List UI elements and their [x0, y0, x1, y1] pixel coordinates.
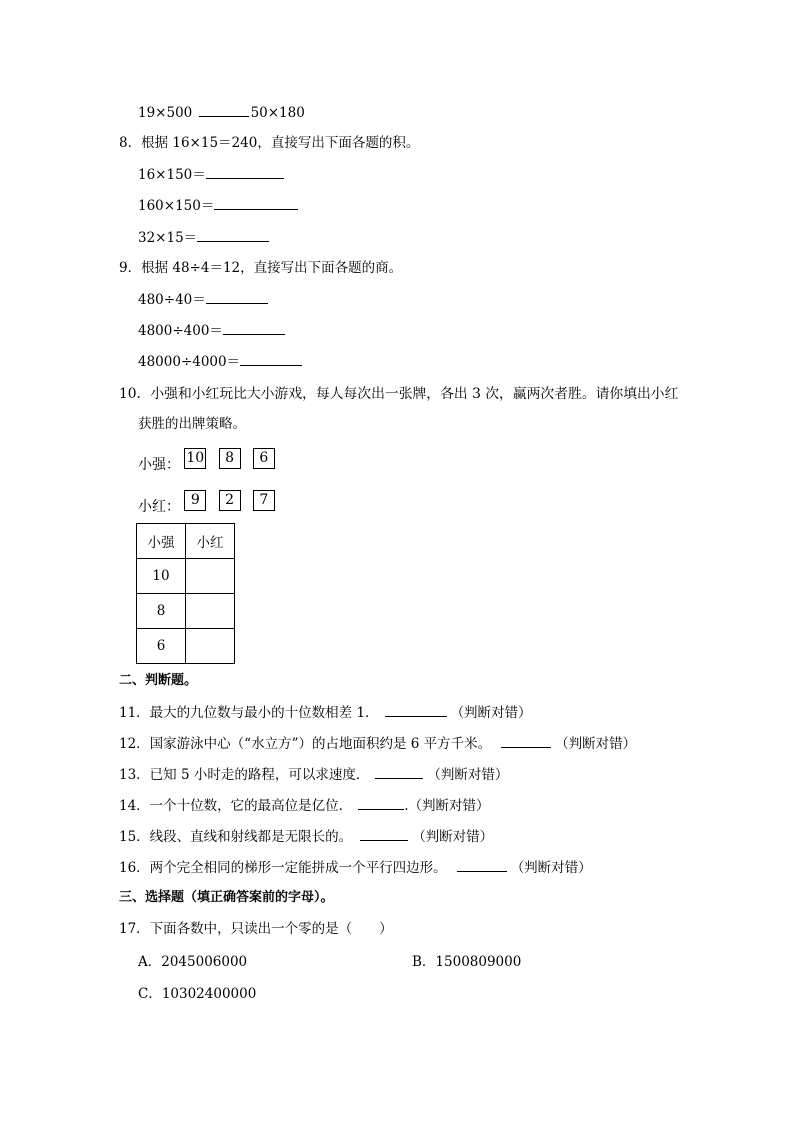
tf-item-13-text: 13．已知 5 小时走的路程，可以求速度．: [119, 767, 370, 783]
tf-item-16-blank[interactable]: [457, 858, 507, 872]
q7-right-expr: 50×180: [250, 105, 305, 121]
q7-left-expr: 19×500: [138, 105, 193, 121]
q8-item-2-blank[interactable]: [214, 196, 298, 210]
q17-option-a[interactable]: A．2045006000: [138, 954, 248, 970]
table-header-xiaohong: 小红: [186, 524, 235, 559]
tf-item-13: [119, 765, 508, 784]
q17-option-b[interactable]: B．1500809000: [412, 954, 522, 970]
tf-item-16-text: 16．两个完全相同的梯形一定能拼成一个平行四边形。: [119, 860, 447, 876]
xiaohong-card-1: 9: [184, 490, 206, 511]
table-row: [137, 594, 235, 629]
tf-item-15-blank[interactable]: [360, 827, 408, 841]
q8-item-1-blank[interactable]: [206, 165, 284, 179]
q8-item-1-expr: 16×150＝: [138, 167, 206, 183]
q9-item-1: [138, 290, 268, 309]
q8-item-3-blank[interactable]: [197, 228, 269, 242]
q7-answer-blank[interactable]: [199, 103, 249, 117]
q8-item-3: [138, 228, 269, 247]
tf-item-11: [119, 703, 532, 722]
table-cell-xiaohong-answer[interactable]: [186, 594, 235, 629]
q7-compare-line: [138, 103, 305, 122]
q9-item-3-expr: 48000÷4000＝: [138, 354, 241, 370]
q10-stem-line-1: 10．小强和小红玩比大小游戏，每人每次出一张牌，各出 3 次，赢两次者胜。请你填出小红: [119, 386, 679, 402]
tf-item-15-suffix: （判断对错）: [412, 829, 494, 845]
q8-stem: 8．根据 16×15＝240，直接写出下面各题的积。: [119, 135, 420, 151]
tf-item-15: [119, 827, 493, 846]
tf-item-14-text: 14．一个十位数，它的最高位是亿位．: [119, 798, 353, 814]
q9-stem: 9．根据 48÷4＝12，直接写出下面各题的商。: [119, 260, 403, 276]
q9-item-3-blank[interactable]: [240, 352, 302, 366]
tf-item-13-suffix: （判断对错）: [427, 767, 509, 783]
q9-item-1-expr: 480÷40＝: [138, 292, 206, 308]
tf-item-14-suffix: .（判断对错）: [404, 798, 490, 814]
q8-item-1: [138, 165, 284, 184]
table-cell-xiaoqiang: 10: [137, 559, 186, 594]
table-cell-xiaoqiang: 6: [137, 629, 186, 664]
tf-item-12: [119, 734, 636, 753]
xiaoqiang-card-3: 6: [253, 448, 275, 469]
q9-item-1-blank[interactable]: [206, 290, 268, 304]
q17-option-c[interactable]: C．10302400000: [138, 986, 257, 1002]
section-3-title: 三、选择题（填正确答案前的字母）。: [119, 890, 334, 905]
tf-item-12-text: 12．国家游泳中心（“水立方”）的占地面积约是 6 平方千米。: [119, 736, 492, 752]
q8-item-2-expr: 160×150＝: [138, 198, 215, 214]
q9-item-3: [138, 352, 302, 371]
tf-item-15-text: 15．线段、直线和射线都是无限长的。: [119, 829, 353, 845]
xiaoqiang-cards-row: [138, 447, 283, 473]
tf-item-12-suffix: （判断对错）: [555, 736, 637, 752]
q17-stem: 17．下面各数中，只读出一个零的是（ ）: [119, 921, 393, 937]
xiaohong-card-2: 2: [219, 490, 241, 511]
table-cell-xiaoqiang: 8: [137, 594, 186, 629]
tf-item-11-text: 11．最大的九位数与最小的十位数相差 1．: [119, 705, 379, 721]
xiaohong-cards-row: [138, 489, 283, 515]
tf-item-11-suffix: （判断对错）: [450, 705, 532, 721]
tf-item-16: [119, 858, 592, 877]
table-row: [137, 629, 235, 664]
q9-item-2-blank[interactable]: [223, 321, 285, 335]
table-cell-xiaohong-answer[interactable]: [186, 559, 235, 594]
table-header-xiaoqiang: 小强: [137, 524, 186, 559]
tf-item-13-blank[interactable]: [375, 765, 423, 779]
tf-item-14-blank[interactable]: [358, 796, 404, 810]
q8-item-3-expr: 32×15＝: [138, 230, 198, 246]
tf-item-16-suffix: （判断对错）: [510, 860, 592, 876]
q9-item-2-expr: 4800÷400＝: [138, 323, 223, 339]
xiaohong-label: 小红：: [138, 498, 180, 515]
q9-item-2: [138, 321, 285, 340]
xiaohong-card-3: 7: [253, 490, 275, 511]
tf-item-12-blank[interactable]: [501, 734, 551, 748]
xiaoqiang-card-1: 10: [184, 448, 206, 469]
strategy-table: [136, 523, 235, 664]
q8-item-2: [138, 196, 298, 215]
xiaoqiang-card-2: 8: [219, 448, 241, 469]
xiaoqiang-label: 小强：: [138, 456, 180, 473]
q10-stem-line-2: 获胜的出牌策略。: [138, 416, 246, 432]
tf-item-14: [119, 796, 489, 815]
table-header-row: [137, 524, 235, 559]
tf-item-11-blank[interactable]: [385, 703, 447, 717]
table-row: [137, 559, 235, 594]
section-2-title: 二、判断题。: [119, 673, 198, 688]
table-cell-xiaohong-answer[interactable]: [186, 629, 235, 664]
